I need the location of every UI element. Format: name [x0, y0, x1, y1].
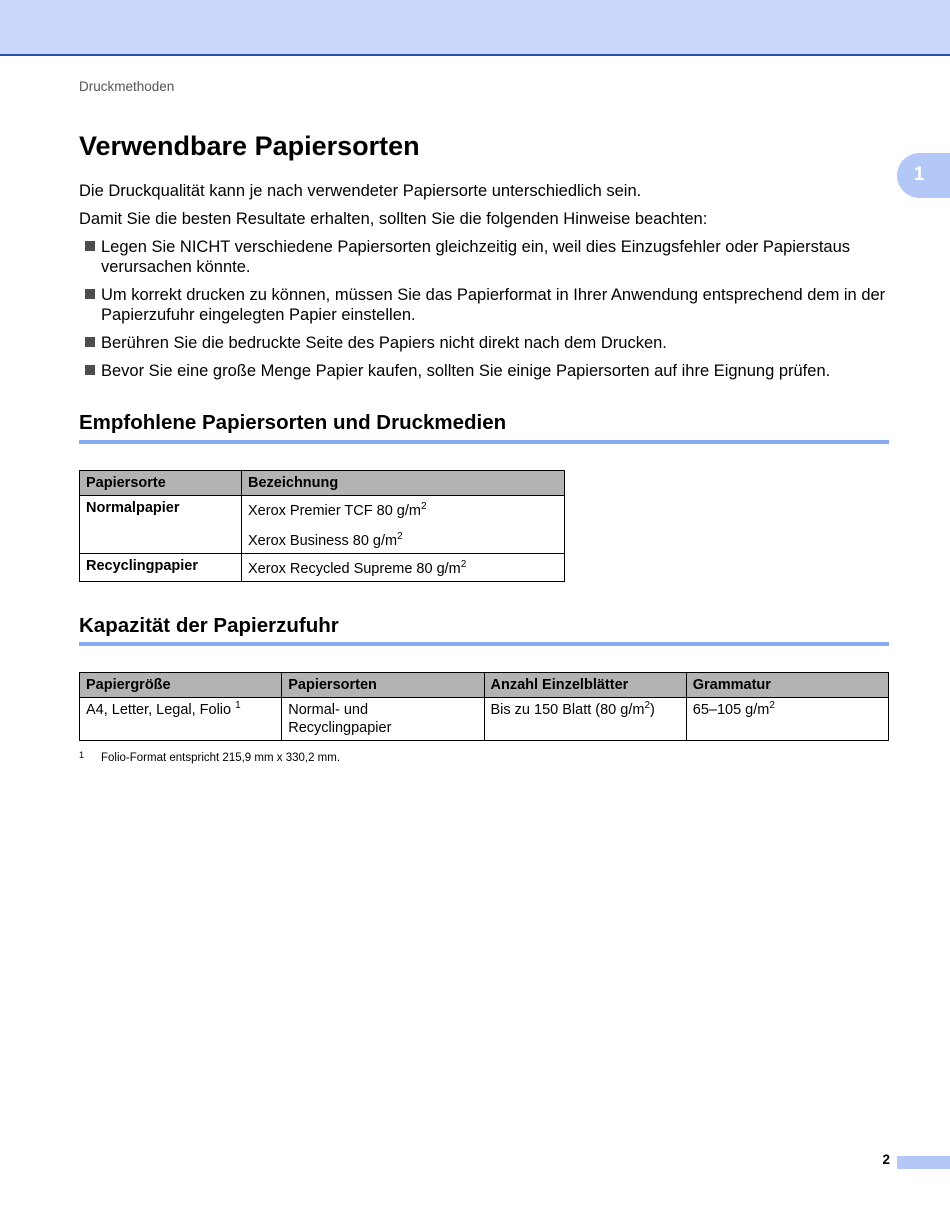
paper-type-cell: Normalpapier	[80, 496, 242, 554]
bullet-square-icon	[85, 365, 95, 375]
paper-name: Xerox Business 80 g/m	[248, 533, 398, 549]
superscript: 2	[769, 700, 775, 712]
list-item	[85, 285, 895, 325]
bullet-square-icon	[85, 337, 95, 347]
running-header: Druckmethoden	[79, 79, 175, 94]
superscript: 2	[644, 700, 650, 712]
column-header: Papiersorte	[80, 471, 242, 496]
superscript: 2	[420, 501, 427, 513]
paper-name-cell	[242, 496, 565, 554]
weight-text: 65–105 g/m	[692, 702, 770, 718]
list-item-text: Um korrekt drucken zu können, müssen Sie das Papierformat in Ihrer Anwendung entsprechend dem in der Papierzufuhr eingelegten Papier einstellen.	[101, 286, 886, 324]
capacity-table	[79, 672, 889, 741]
capacity-heading: Kapazität der Papierzufuhr	[79, 614, 339, 637]
paper-size-cell	[80, 698, 282, 741]
intro-paragraph-1: Die Druckqualität kann je nach verwendeter Papiersorte unterschiedlich sein.	[79, 182, 642, 200]
list-item-text: Bevor Sie eine große Menge Papier kaufen, sollten Sie einige Papiersorten auf ihre Eignung prüfen.	[101, 362, 831, 380]
chapter-tab	[897, 153, 950, 198]
footnote-mark: 1	[79, 750, 85, 760]
footnote-text: Folio-Format entspricht 215,9 mm x 330,2 mm.	[101, 752, 341, 764]
top-header-band	[0, 0, 950, 56]
column-header: Bezeichnung	[242, 471, 565, 496]
sheet-count-text: Bis zu 150 Blatt (80 g/m	[490, 702, 645, 718]
list-item	[85, 333, 895, 353]
sheet-count-suffix: )	[650, 702, 655, 718]
table-row	[80, 496, 565, 554]
bullet-square-icon	[85, 241, 95, 251]
superscript: 2	[397, 531, 403, 543]
heading-rule	[79, 440, 889, 444]
list-item-text: Legen Sie NICHT verschiedene Papiersorten gleichzeitig ein, weil dies Einzugsfehler oder Papierstaus verursachen könnte.	[101, 238, 851, 276]
list-item-text: Berühren Sie die bedruckte Seite des Papiers nicht direkt nach dem Drucken.	[101, 334, 667, 352]
superscript: 2	[460, 559, 467, 571]
heading-rule	[79, 642, 889, 646]
paper-size: A4, Letter, Legal, Folio	[86, 702, 232, 718]
paper-name: Xerox Recycled Supreme 80 g/m	[248, 561, 461, 577]
paper-name: Xerox Premier TCF 80 g/m	[248, 503, 421, 519]
sheet-count-cell	[484, 698, 686, 741]
column-header: Papiergröße	[80, 673, 282, 698]
intro-paragraph-2: Damit Sie die besten Resultate erhalten, sollten Sie die folgenden Hinweise beachten:	[79, 210, 708, 228]
column-header: Grammatur	[686, 673, 888, 698]
list-item	[85, 237, 895, 277]
column-header: Papiersorten	[282, 673, 484, 698]
recommended-heading: Empfohlene Papiersorten und Druckmedien	[79, 411, 507, 434]
list-item	[85, 361, 895, 381]
bullet-square-icon	[85, 289, 95, 299]
page-number-bar	[897, 1156, 950, 1169]
paper-name-cell	[242, 554, 565, 582]
paper-types-line: Normal- und	[288, 702, 369, 718]
table-header-row	[80, 471, 565, 496]
footnote-reference: 1	[235, 700, 241, 712]
table-row	[80, 698, 889, 741]
paper-types-cell	[282, 698, 484, 741]
column-header: Anzahl Einzelblätter	[484, 673, 686, 698]
hint-list	[85, 237, 895, 389]
table-header-row	[80, 673, 889, 698]
recommended-paper-table	[79, 470, 565, 582]
section-title: Verwendbare Papiersorten	[79, 131, 420, 161]
table-row	[80, 554, 565, 582]
weight-cell	[686, 698, 888, 741]
chapter-number: 1	[913, 164, 925, 185]
page-number: 2	[882, 1152, 890, 1167]
paper-types-line: Recyclingpapier	[288, 720, 392, 736]
paper-type-cell: Recyclingpapier	[80, 554, 242, 582]
